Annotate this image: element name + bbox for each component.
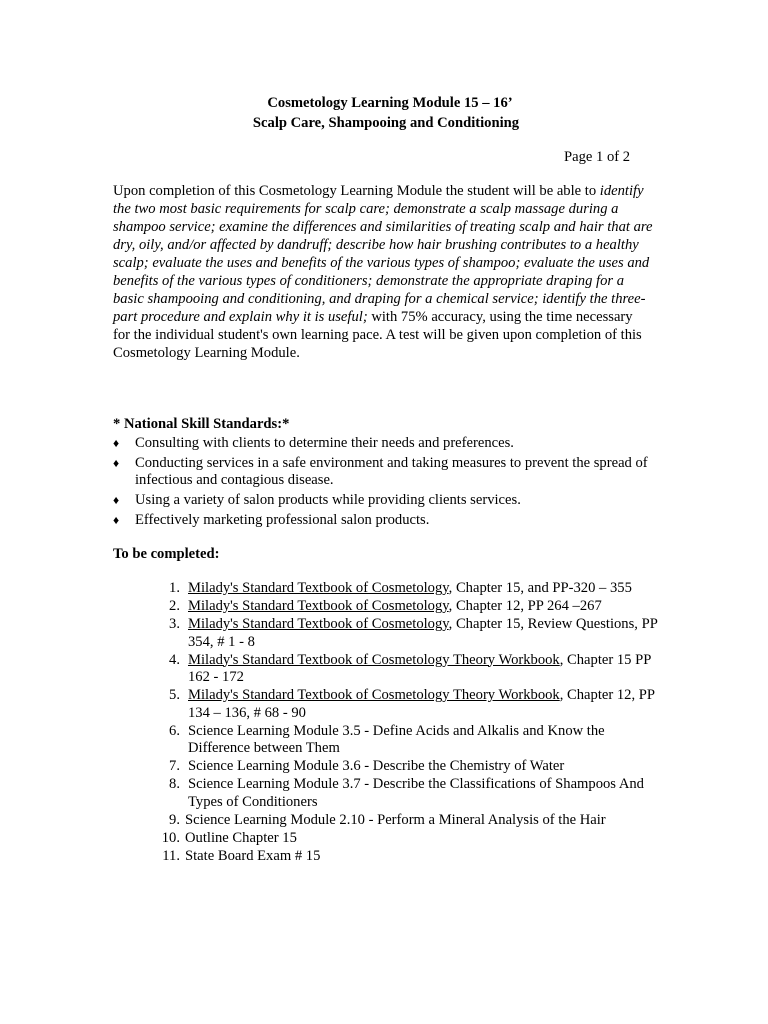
task-number: 9. xyxy=(169,811,180,828)
task-detail: State Board Exam # 15 xyxy=(185,847,321,864)
task-item xyxy=(150,652,670,687)
task-item xyxy=(150,723,670,758)
standards-item-text: Effectively marketing professional salon products. xyxy=(135,512,430,528)
textbook-title: Milady's Standard Textbook of Cosmetology xyxy=(188,580,449,596)
intro-lead: Upon completion of this Cosmetology Learning Module the student will be able to xyxy=(113,183,600,199)
task-number: 10. xyxy=(161,829,180,846)
task-item xyxy=(150,687,670,722)
standards-item-text: Consulting with clients to determine their needs and preferences. xyxy=(135,435,514,451)
task-detail: Science Learning Module 3.5 - Define Acids and Alkalis and Know the Difference between Them xyxy=(188,722,605,756)
diamond-bullet-icon: ♦ xyxy=(113,513,120,527)
standards-item xyxy=(113,492,673,509)
task-item xyxy=(150,812,670,830)
task-item xyxy=(150,776,670,811)
task-detail: Outline Chapter 15 xyxy=(185,829,297,846)
title-line-module: Cosmetology Learning Module 15 – 16’ xyxy=(267,95,513,111)
title-line-topic: Scalp Care, Shampooing and Conditioning xyxy=(252,115,520,131)
task-number: 7. xyxy=(169,758,180,774)
task-item xyxy=(150,598,670,616)
standards-list xyxy=(113,435,673,529)
national-skill-standards xyxy=(113,415,673,532)
standards-item xyxy=(113,435,673,452)
intro-paragraph xyxy=(113,182,653,362)
task-item xyxy=(150,616,670,651)
task-number: 1. xyxy=(169,580,180,596)
diamond-bullet-icon: ♦ xyxy=(113,493,120,507)
standards-item xyxy=(113,512,673,529)
textbook-title: Milady's Standard Textbook of Cosmetology xyxy=(188,598,449,614)
task-detail: Science Learning Module 2.10 - Perform a Mineral Analysis of the Hair xyxy=(185,811,606,828)
document-title xyxy=(0,93,768,133)
task-number: 5. xyxy=(169,687,180,703)
intro-tail: with 75% accuracy, using the time necessary for the individual student's own learning pace. A test will be given upon completion of this Cosmetology Learning Module. xyxy=(113,309,642,361)
task-detail: Science Learning Module 3.6 - Describe the Chemistry of Water xyxy=(188,758,565,774)
standards-heading: * National Skill Standards:* xyxy=(113,416,290,432)
task-item xyxy=(150,580,670,598)
task-number: 4. xyxy=(169,651,180,668)
task-number: 2. xyxy=(169,598,180,614)
task-number: 8. xyxy=(169,776,180,792)
task-detail: , Chapter 12, PP 264 –267 xyxy=(448,598,602,614)
textbook-title: Milady's Standard Textbook of Cosmetology xyxy=(188,616,449,632)
standards-item-text: Using a variety of salon products while providing clients services. xyxy=(135,492,521,508)
task-detail: , Chapter 15, Review Questions, PP 354, # 1 - 8 xyxy=(188,616,658,650)
task-number: 6. xyxy=(169,722,180,739)
task-number: 11. xyxy=(162,847,180,864)
task-number: 3. xyxy=(169,616,180,632)
to-be-completed-heading: To be completed: xyxy=(113,546,220,562)
diamond-bullet-icon: ♦ xyxy=(113,436,120,450)
task-item xyxy=(150,758,670,776)
standards-item-text: Conducting services in a safe environment and taking measures to prevent the spread of infectious and contagious disease. xyxy=(135,455,648,488)
task-item xyxy=(150,848,670,866)
task-detail: , Chapter 15, and PP-320 – 355 xyxy=(448,580,632,596)
diamond-bullet-icon: ♦ xyxy=(113,456,120,470)
task-detail: Science Learning Module 3.7 - Describe the Classifications of Shampoos And Types of Conditioners xyxy=(188,776,644,810)
task-list xyxy=(150,580,670,866)
task-detail: , Chapter 12, PP 134 – 136, # 68 - 90 xyxy=(188,687,655,721)
textbook-title: Milady's Standard Textbook of Cosmetology Theory Workbook xyxy=(188,687,560,703)
task-detail: , Chapter 15 PP 162 - 172 xyxy=(188,651,651,685)
intro-objectives: identify the two most basic requirements for scalp care; demonstrate a scalp massage during a shampoo service; examine the differences and similarities of treating scalp and hair that are dry, oily, and/or affected by dandruff; describe how hair brushing contributes to a healthy scalp; evaluate the uses and benefits of the various types of shampoo; evaluate the uses and benefits of the various types of conditioners; demonstrate the appropriate draping for a basic shampooing and conditioning, and draping for a chemical service; identify the three-part procedure and explain why it is useful; xyxy=(113,183,653,325)
standards-item xyxy=(113,455,673,489)
textbook-title: Milady's Standard Textbook of Cosmetology Theory Workbook xyxy=(188,651,560,668)
page-number: Page 1 of 2 xyxy=(564,149,631,165)
task-item xyxy=(150,830,670,848)
